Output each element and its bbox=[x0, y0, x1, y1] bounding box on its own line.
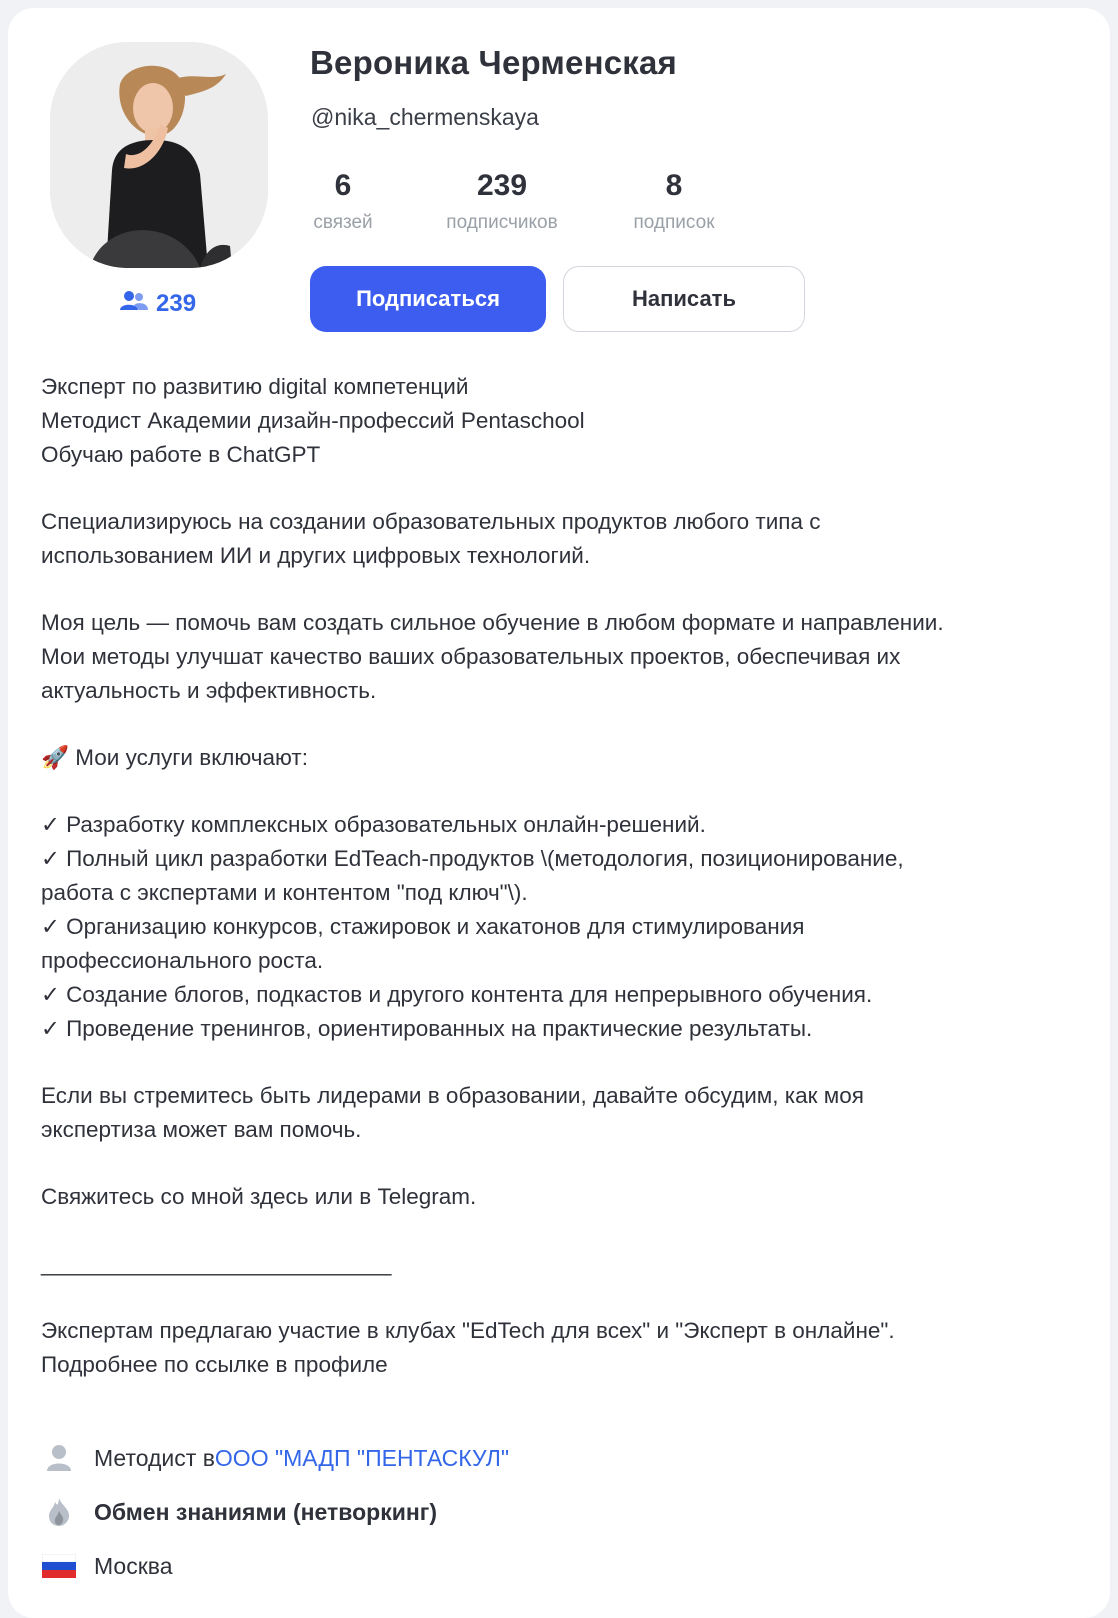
bio-service-item: ✓ Полный цикл разработки EdTeach-продуктов \(методология, позиционирование, bbox=[41, 846, 904, 871]
bio-line: Свяжитесь со мной здесь или в Telegram. bbox=[41, 1184, 477, 1209]
stat-followers-value: 239 bbox=[476, 169, 528, 202]
bio-line: использованием ИИ и других цифровых технологий. bbox=[41, 543, 591, 568]
avatar-photo bbox=[50, 42, 268, 268]
info-job-prefix: Методист в bbox=[94, 1444, 215, 1471]
stat-followers[interactable] bbox=[428, 168, 576, 234]
bio-services-title: 🚀 Мои услуги включают: bbox=[41, 745, 308, 770]
stat-connections-label: связей bbox=[313, 212, 373, 233]
message-button[interactable]: Написать bbox=[563, 266, 805, 332]
subscribe-button[interactable]: Подписаться bbox=[310, 266, 546, 332]
stat-following[interactable] bbox=[618, 168, 730, 234]
bio-line: Методист Академии дизайн-профессий Pentaschool bbox=[41, 408, 585, 433]
bio-line: Если вы стремитесь быть лидерами в образовании, давайте обсудим, как моя bbox=[41, 1083, 864, 1108]
bio-service-item: профессионального роста. bbox=[41, 948, 324, 973]
stat-followers-label: подписчиков bbox=[446, 212, 558, 233]
bio-line: Мои методы улучшат качество ваших образовательных проектов, обеспечивая их bbox=[41, 644, 901, 669]
person-icon bbox=[41, 1440, 77, 1476]
profile-card bbox=[8, 8, 1110, 1618]
profile-handle: @nika_chermenskaya bbox=[311, 104, 539, 130]
info-city bbox=[41, 1548, 173, 1584]
bio-line: актуальность и эффективность. bbox=[41, 678, 377, 703]
profile-avatar[interactable] bbox=[50, 42, 268, 268]
bio-service-item: ✓ Проведение тренингов, ориентированных на практические результаты. bbox=[41, 1016, 813, 1041]
bio-line: Обучаю работе в ChatGPT bbox=[41, 442, 321, 467]
profile-name: Вероника Черменская bbox=[310, 44, 677, 81]
flame-icon bbox=[41, 1494, 77, 1530]
bio-service-item: ✓ Создание блогов, подкастов и другого контента для непрерывного обучения. bbox=[41, 982, 873, 1007]
info-interest bbox=[41, 1494, 437, 1530]
stat-following-label: подписок bbox=[633, 212, 715, 233]
company-link[interactable]: ООО "МАДП "ПЕНТАСКУЛ" bbox=[214, 1444, 510, 1471]
bio-line: Моя цель — помочь вам создать сильное обучение в любом формате и направлении. bbox=[41, 610, 944, 635]
bio-line: Экспертам предлагаю участие в клубах "EdTech для всех" и "Эксперт в онлайне". bbox=[41, 1318, 895, 1343]
bio-service-item: ✓ Разработку комплексных образовательных онлайн-решений. bbox=[41, 812, 706, 837]
people-icon bbox=[120, 290, 148, 319]
info-city-text: Москва bbox=[94, 1552, 173, 1579]
info-job bbox=[41, 1440, 509, 1476]
bio-separator: ____________________________ bbox=[41, 1251, 392, 1276]
bio-line: Эксперт по развитию digital компетенций bbox=[41, 374, 469, 399]
bio-line: Подробнее по ссылке в профиле bbox=[41, 1352, 388, 1377]
info-interest-text: Обмен знаниями (нетворкинг) bbox=[94, 1498, 438, 1525]
profile-bio bbox=[41, 370, 1081, 1382]
bio-line: экспертиза может вам помочь. bbox=[41, 1117, 362, 1142]
avatar-followers[interactable] bbox=[120, 288, 196, 320]
russia-flag-icon bbox=[41, 1548, 77, 1584]
stat-following-value: 8 bbox=[665, 169, 683, 202]
stat-connections[interactable] bbox=[303, 168, 383, 234]
bio-service-item: работа с экспертами и контентом "под ключ"\). bbox=[41, 880, 528, 905]
stat-connections-value: 6 bbox=[334, 169, 352, 202]
bio-service-item: ✓ Организацию конкурсов, стажировок и хакатонов для стимулирования bbox=[41, 914, 805, 939]
bio-line: Специализируюсь на создании образовательных продуктов любого типа с bbox=[41, 509, 821, 534]
avatar-followers-count: 239 bbox=[156, 290, 197, 317]
